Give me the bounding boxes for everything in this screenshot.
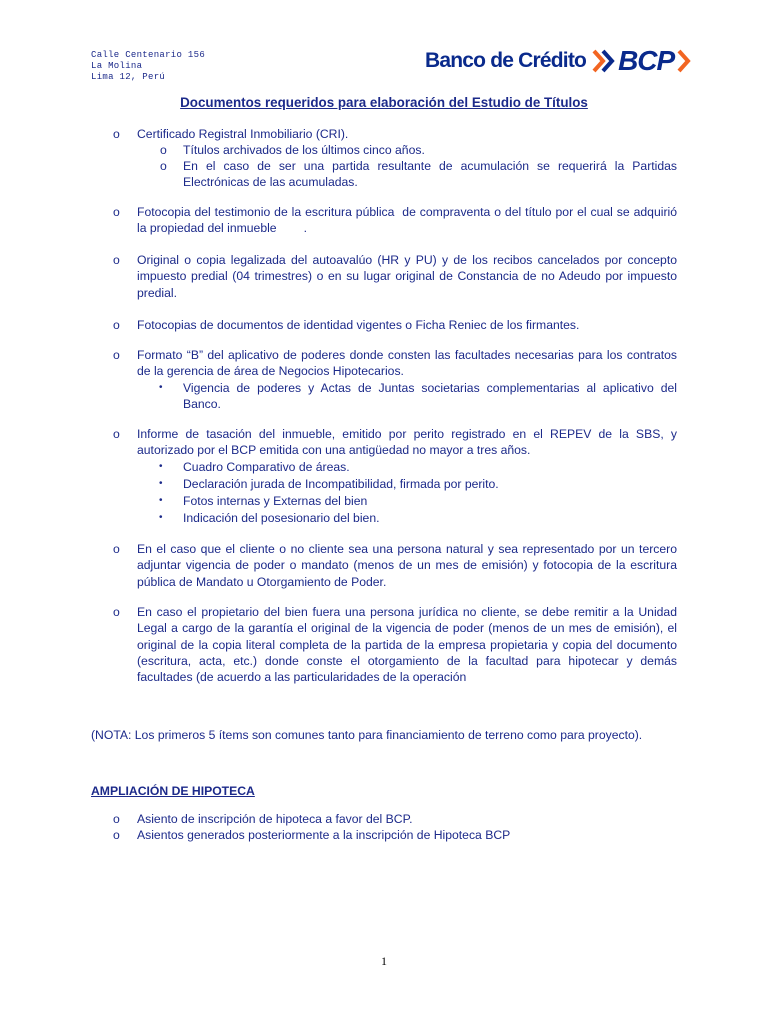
list-item-text: Fotocopia del testimonio de la escritura pública de compraventa o del título por el cual se adquirió la propiedad del inmueble . <box>137 205 681 236</box>
list-marker: o <box>113 828 120 842</box>
list-item-text: Certificado Registral Inmobiliario (CRI). <box>137 127 349 141</box>
list-item-text: Original o copia legalizada del autoavalúo (HR y PU) y de los recibos cancelados por concepto impuesto predial (04 trimestres) o en su lugar original de Constancia de no Adeudo por impuesto predial. <box>137 253 677 300</box>
list-item-text: Fotocopias de documentos de identidad vigentes o Ficha Reniec de los firmantes. <box>137 318 580 332</box>
address-block <box>91 50 205 83</box>
list-marker: o <box>113 542 120 556</box>
bullet-marker: • <box>159 478 163 489</box>
list-item-text: Formato “B” del aplicativo de poderes donde consten las facultades necesarias para los contratos de la gerencia de área de Negocios Hipotecarios. <box>137 348 677 379</box>
list-item-text: En el caso que el cliente o no cliente sea una persona natural y sea representado por un tercero adjuntar vigencia de poder o mandato (menos de un mes de emisión) y fotocopia de la escritura pública de Mandato u Otorgamiento de Poder. <box>137 542 677 589</box>
double-chevron-icon <box>592 45 616 77</box>
logo-bank-name: Banco de Crédito <box>425 49 587 72</box>
list-marker: o <box>113 205 120 219</box>
document-title: Documentos requeridos para elaboración del Estudio de Títulos <box>180 95 588 110</box>
list-item-text: Asiento de inscripción de hipoteca a favor del BCP. <box>137 812 413 826</box>
address-line-3: Lima 12, Perú <box>91 72 166 82</box>
sub-list-item-text: Indicación del posesionario del bien. <box>183 511 380 525</box>
sub-list-item-text: En el caso de ser una partida resultante de acumulación se requerirá la Partidas Electrónicas de las acumuladas. <box>183 159 677 190</box>
address-line-1: Calle Centenario 156 <box>91 50 206 60</box>
logo-bcp: BCP <box>618 45 675 76</box>
list-marker: o <box>113 253 120 267</box>
list-item-text: Informe de tasación del inmueble, emitido por perito registrado en el REPEV de la SBS, y autorizado por el BCP emitida con una antigüedad no mayor a tres años. <box>137 427 677 458</box>
sub-list-item-text: Títulos archivados de los últimos cinco años. <box>183 143 425 157</box>
bank-logo <box>425 45 692 77</box>
list-marker: o <box>113 127 120 141</box>
chevron-right-icon <box>676 45 692 77</box>
sub-list-item-text: Vigencia de poderes y Actas de Juntas societarias complementarias al aplicativo del Banco. <box>183 381 677 412</box>
sub-list-item-text: Cuadro Comparativo de áreas. <box>183 460 350 474</box>
bullet-marker: • <box>159 461 163 472</box>
address-line-2: La Molina <box>91 61 143 71</box>
list-marker: o <box>113 812 120 826</box>
sub-list-marker: o <box>160 143 167 157</box>
bullet-marker: • <box>159 495 163 506</box>
list-marker: o <box>113 427 120 441</box>
list-marker: o <box>113 348 120 362</box>
bullet-marker: • <box>159 512 163 523</box>
section-heading: AMPLIACIÓN DE HIPOTECA <box>91 784 255 798</box>
list-item-text: En caso el propietario del bien fuera una persona jurídica no cliente, se debe remitir a la Unidad Legal a cargo de la garantía el original de la vigencia de poder (menos de un mes de emisión), el original de la copia literal completa de la partida de la empresa propietaria y copia del documento (escritura, acta, etc.) donde conste el otorgamiento de la facultad para hipotecar y demás facultades (de acuerdo a las particularidades de la operación <box>137 605 677 685</box>
sub-list-item-text: Declaración jurada de Incompatibilidad, firmada por perito. <box>183 477 499 491</box>
note: (NOTA: Los primeros 5 ítems son comunes tanto para financiamiento de terreno como para proyecto). <box>91 728 643 742</box>
list-marker: o <box>113 318 120 332</box>
bullet-marker: • <box>159 382 163 393</box>
list-marker: o <box>113 605 120 619</box>
sub-list-item-text: Fotos internas y Externas del bien <box>183 494 368 508</box>
sub-list-marker: o <box>160 159 167 173</box>
list-item-text: Asientos generados posteriormente a la inscripción de Hipoteca BCP <box>137 828 511 842</box>
page-number: 1 <box>381 954 387 968</box>
